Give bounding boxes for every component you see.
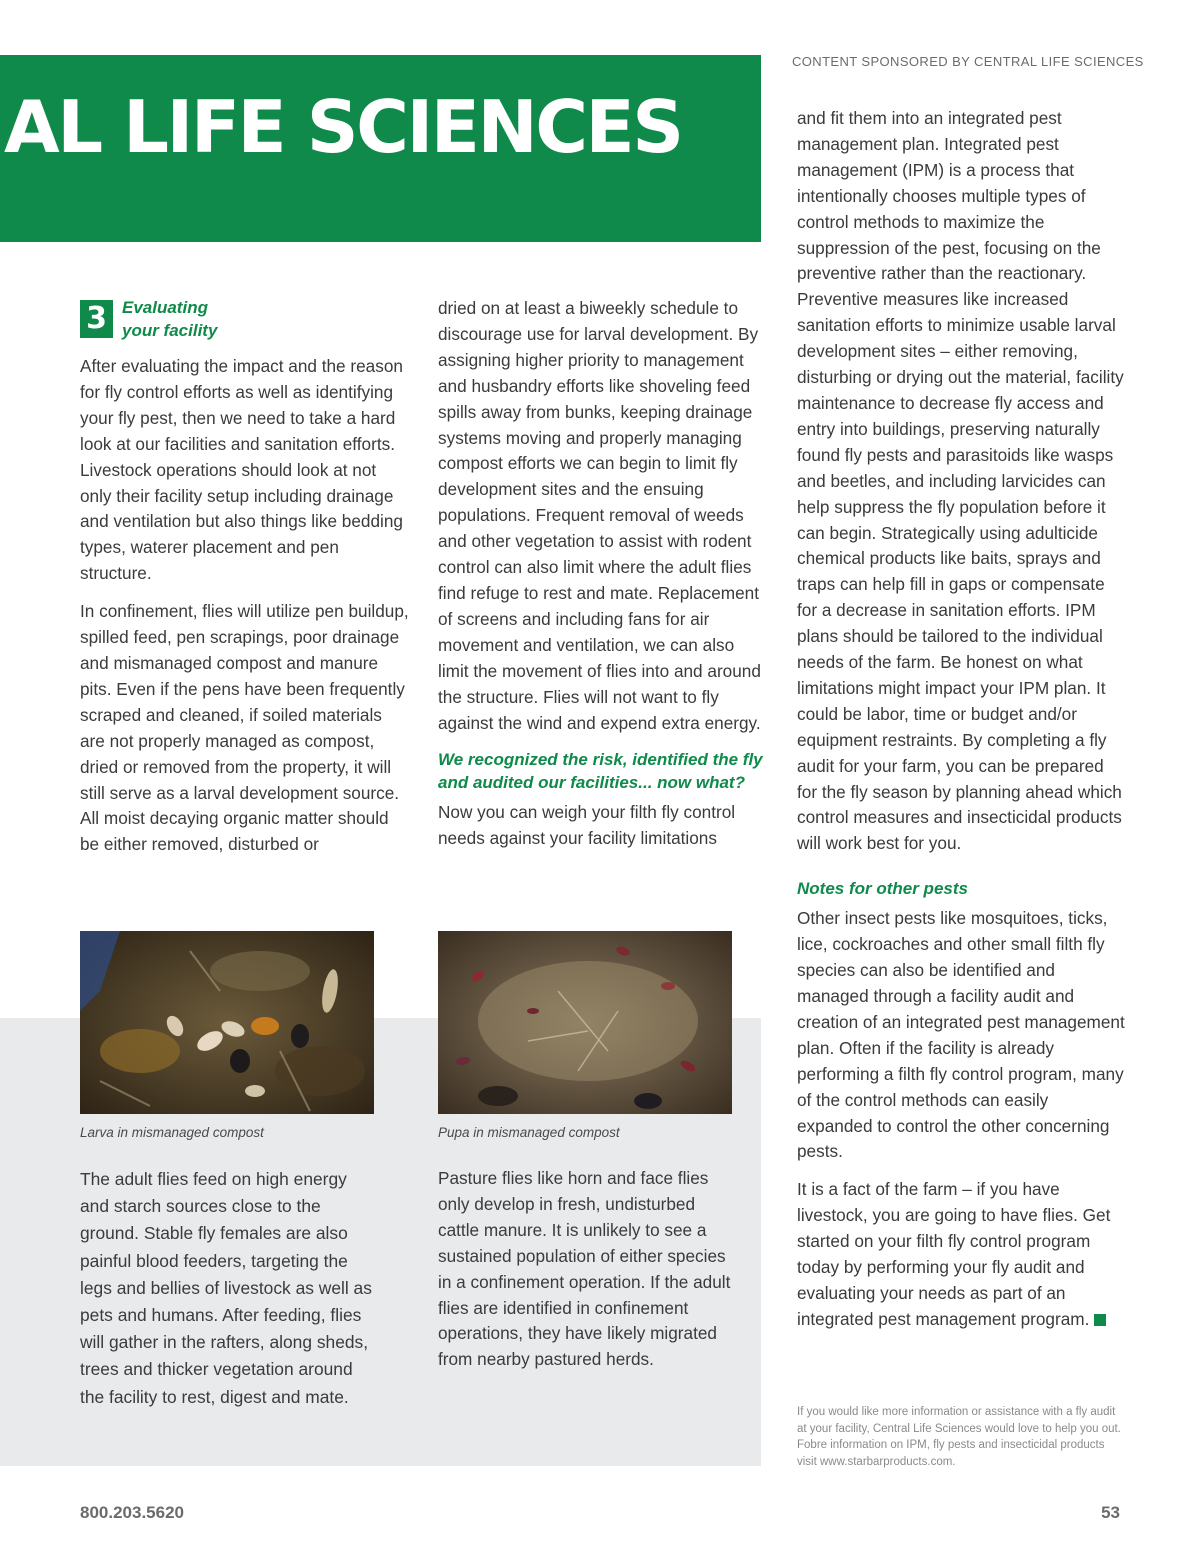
step-number-badge: 3	[80, 300, 113, 338]
footer-phone: 800.203.5620	[80, 1503, 184, 1522]
closing-text: It is a fact of the farm – if you have livestock, you are going to have flies. Get started on your filth fly control program today by performing your fly audit and evaluating your needs as part of an integrated pest management program.	[797, 1179, 1111, 1329]
paragraph: Now you can weigh your filth fly control needs against your facility limitations	[438, 802, 736, 849]
subheading: Notes for other pests	[797, 879, 968, 899]
paragraph: After evaluating the impact and the reason for fly control efforts as well as identifying your fly pest, then we need to take a hard look at our facilities and sanitation efforts. Livestock operations should look at not only their facility setup including drainage and ventilation but also things like bedding types, waterer placement and pen structure.	[80, 356, 403, 584]
paragraph: In confinement, flies will utilize pen buildup, spilled feed, pen scrapings, poor drainage and mismanaged compost and manure pits. Even if the pens have been frequently scraped and cleaned, if soiled materials are not properly managed as compost, dried or removed from the property, it will still serve as a larval development source. All moist decaying organic matter should be either removed, disturbed or	[80, 601, 409, 855]
banner-title: AL LIFE SCIENCES	[4, 85, 682, 169]
section-title: Evaluating your facility	[122, 298, 218, 340]
paragraph: dried on at least a biweekly schedule to discourage use for larval development. By assigning higher priority to management and husbandry efforts like shoveling feed spills away from bunks, keeping drainage systems moving and properly managing compost efforts we can begin to limit fly development sites and the ensuing populations. Frequent removal of weeds and other vegetation to assist with rodent control can also limit where the adult flies find refuge to rest and mate. Replacement of screens and including fans for air movement and ventilation, we can also limit the movement of flies into and around the structure. Flies will not want to fly against the wind and expend extra energy.	[438, 298, 761, 733]
column-3	[797, 106, 1125, 1345]
paragraph	[797, 1177, 1125, 1332]
column-2	[438, 296, 766, 864]
sponsor-line: CONTENT SPONSORED BY CENTRAL LIFE SCIENCES	[792, 54, 1144, 69]
lower-middle-text	[438, 1166, 738, 1385]
end-mark-icon	[1094, 1314, 1106, 1326]
photo-caption: Larva in mismanaged compost	[80, 1125, 264, 1140]
title-banner	[0, 55, 761, 242]
photo-caption: Pupa in mismanaged compost	[438, 1125, 620, 1140]
subheading: We recognized the risk, identified the fly and audited our facilities... now what?	[438, 750, 763, 793]
column-1	[80, 296, 410, 870]
section-heading	[80, 296, 410, 348]
page-number: 53	[1101, 1503, 1120, 1522]
lower-left-text	[80, 1166, 380, 1423]
footnote: If you would like more information or assistance with a fly audit at your facility, Central Life Sciences would love to help you out. Fobre information on IPM, fly pests and insecticidal products visit www.starbarproducts.com.	[797, 1406, 1121, 1468]
paragraph: Pasture flies like horn and face flies only develop in fresh, undisturbed cattle manure. It is unlikely to see a sustained population of either species in a confinement operation. If the adult flies are identified in confinement operations, they have likely migrated from nearby pastured herds.	[438, 1168, 731, 1370]
paragraph: and fit them into an integrated pest management plan. Integrated pest management (IPM) is a process that intentionally chooses multiple types of control methods to maximize the suppression of the pest, focusing on the preventive rather than the reactionary. Preventive measures like increased sanitation efforts to minimize usable larval development sites – either removing, disturbing or drying out the material, facility maintenance to decrease fly access and entry into buildings, preserving naturally found fly pests and parasitoids like wasps and beetles, and including larvicides can help suppress the fly population before it can begin. Strategically using adulticide chemical products like baits, sprays and traps can help fill in gaps or compensate for a decrease in sanitation efforts. IPM plans should be tailored to the individual needs of the farm. Be honest on what limitations might impact your IPM plan. It could be labor, time or budget and/or equipment restraints. By completing a fly audit for your farm, you can be prepared for the fly season by planning ahead which control measures and insecticidal products will work best for you.	[797, 108, 1124, 854]
paragraph: The adult flies feed on high energy and starch sources close to the ground. Stable fly females are also painful blood feeders, targeting the legs and bellies of livestock as well as pets and humans. After feeding, flies will gather in the rafters, along sheds, trees and thicker vegetation around the facility to rest, digest and mate.	[80, 1169, 372, 1407]
larva-photo	[80, 931, 374, 1114]
paragraph: Other insect pests like mosquitoes, ticks, lice, cockroaches and other small filth fly species can also be identified and managed through a facility audit and creation of an integrated pest management plan. Often if the facility is already performing a filth fly control program, many of the control methods can easily expanded to control the other concerning pests.	[797, 908, 1125, 1162]
pupa-photo	[438, 931, 732, 1114]
